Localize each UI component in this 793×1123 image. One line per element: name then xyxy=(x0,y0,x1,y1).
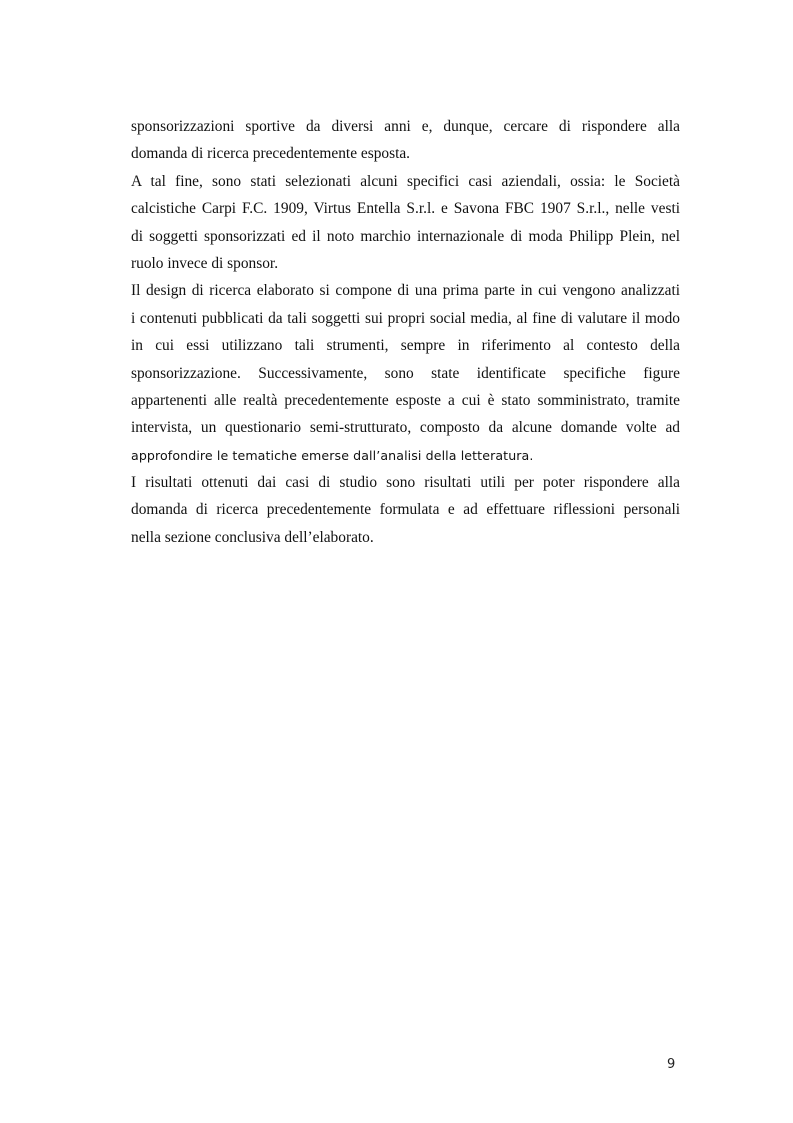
text-line: appartenenti alle realtà precedentemente esposte a cui è stato somministrato, tramite xyxy=(131,391,680,409)
text-line: calcistiche Carpi F.C. 1909, Virtus Entella S.r.l. e Savona FBC 1907 S.r.l., nelle vesti xyxy=(131,200,680,218)
text-line: Il design di ricerca elaborato si compone di una prima parte in cui vengono analizzati xyxy=(131,282,680,300)
text-line: intervista, un questionario semi-strutturato, composto da alcune domande volte ad xyxy=(131,419,680,437)
text-line: sponsorizzazioni sportive da diversi anni e, dunque, cercare di rispondere alla xyxy=(131,118,680,135)
text-line: in cui essi utilizzano tali strumenti, sempre in riferimento al contesto della xyxy=(131,337,680,355)
text-line: i contenuti pubblicati da tali soggetti sui propri social media, al fine di valutare il modo xyxy=(131,309,680,327)
text-line: nella sezione conclusiva dell’elaborato. xyxy=(131,528,374,546)
text-line: di soggetti sponsorizzati ed il noto marchio internazionale di moda Philipp Plein, nel xyxy=(131,227,680,245)
text-line: ruolo invece di sponsor. xyxy=(131,254,279,272)
text-line: domanda di ricerca precedentemente esposta. xyxy=(131,145,411,163)
page-number: 9 xyxy=(667,1057,676,1072)
text-line: I risultati ottenuti dai casi di studio sono risultati utili per poter rispondere alla xyxy=(131,474,680,492)
text-line: domanda di ricerca precedentemente formulata e ad effettuare riflessioni personali xyxy=(131,501,680,519)
text-line: sponsorizzazione. Successivamente, sono state identificate specifiche figure xyxy=(131,364,680,382)
body-text xyxy=(131,113,680,551)
text-line: approfondire le tematiche emerse dall’analisi della letteratura. xyxy=(131,447,534,463)
text-line: A tal fine, sono stati selezionati alcuni specifici casi aziendali, ossia: le Società xyxy=(131,172,680,190)
